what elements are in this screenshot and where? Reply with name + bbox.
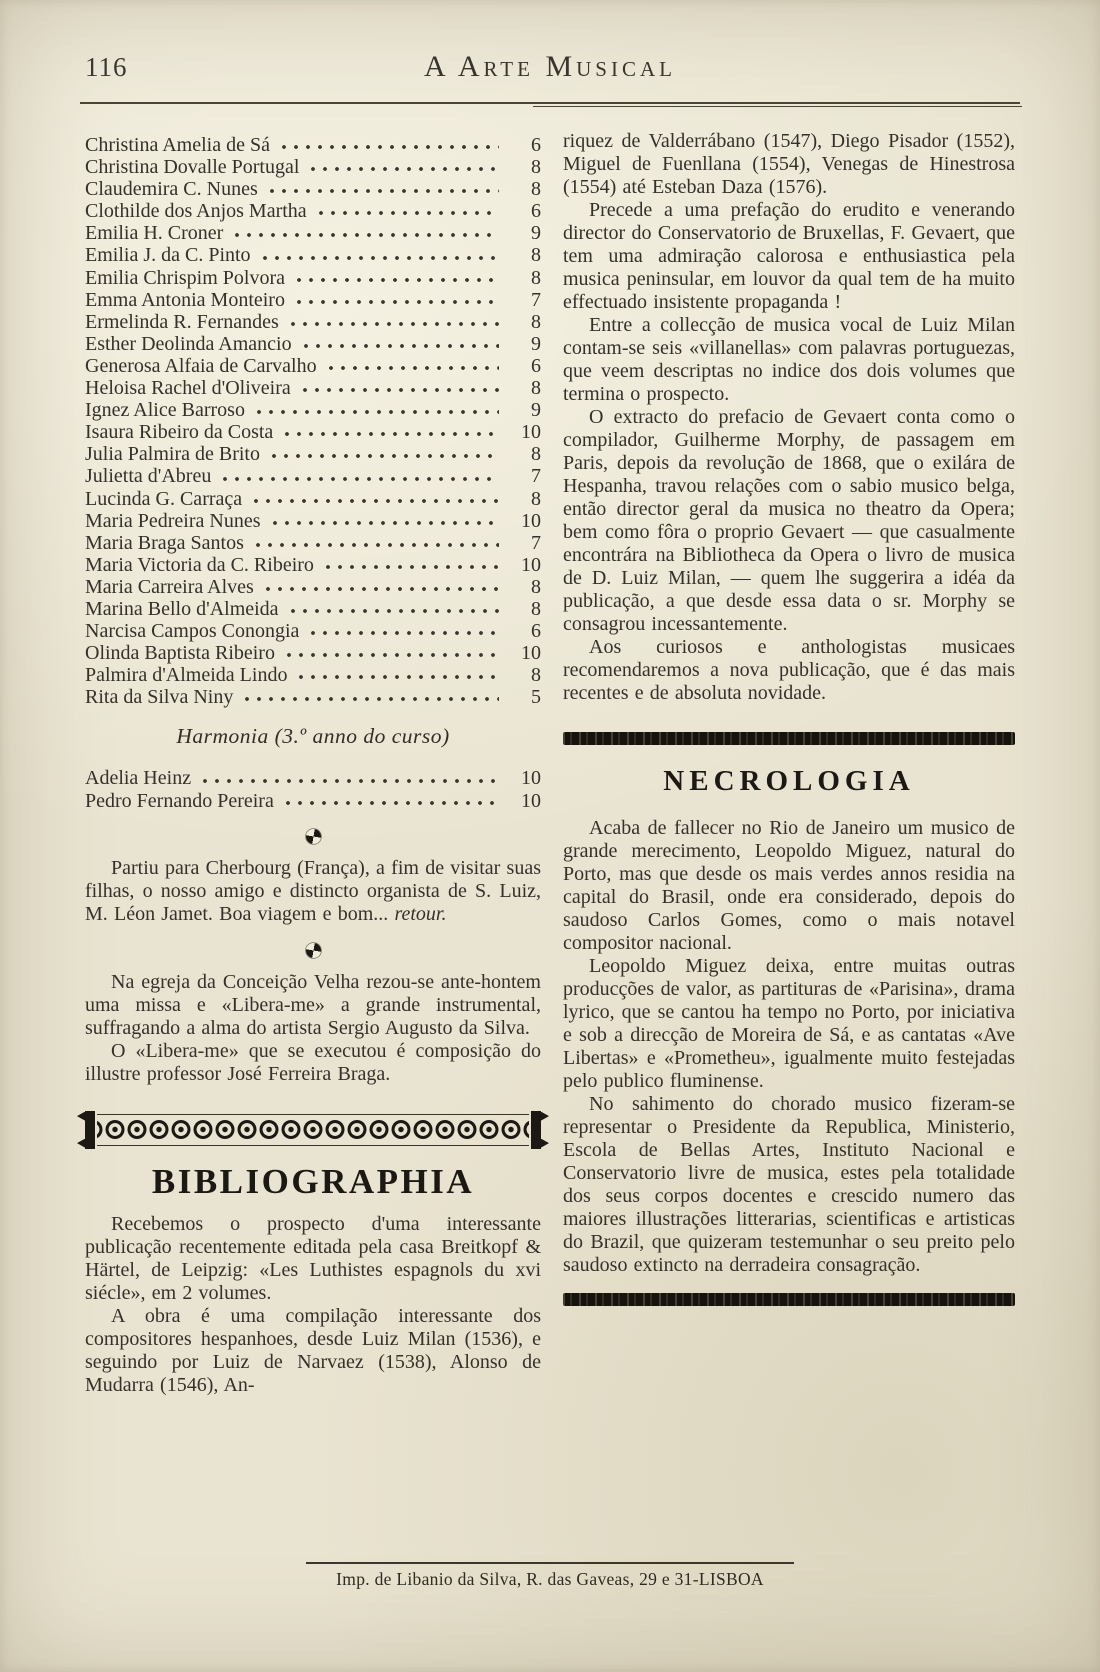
paragraph-bibliographia-3: riquez de Valderrábano (1547), Diego Pisador (1552), Miguel de Fuenllana (1554), Venegas de Hinestrosa (1554) até Esteban Daza (1576).	[563, 130, 1015, 198]
grade-row	[85, 377, 541, 399]
grade-row	[85, 642, 541, 664]
student-score: 6	[531, 354, 541, 377]
paragraph-necrologia-2: Leopoldo Miguez deixa, entre muitas outras producções de valor, as partituras de «Parisina», drama lyrico, que se cantou ha tempo no Porto, por iniciativa e sob a direcção de Moreira de Sá, e as cantatas «Ave Libertas» e «Prometheu», igualmente muito festejadas pelo publico fluminense.	[563, 955, 1015, 1092]
grade-row	[85, 510, 541, 532]
grade-row	[85, 620, 541, 642]
student-name: Julietta d'Abreu	[85, 465, 212, 488]
student-name: Julia Palmira de Brito	[85, 443, 260, 466]
student-score: 9	[531, 332, 541, 355]
student-name: Marina Bello d'Almeida	[85, 597, 279, 620]
dotted-leader	[307, 626, 499, 642]
dotted-leader	[295, 670, 499, 686]
student-name: Pedro Fernando Pereira	[85, 789, 274, 812]
student-name: Christina Dovalle Portugal	[85, 156, 300, 179]
student-score: 8	[531, 575, 541, 598]
header-rule	[80, 102, 1020, 104]
student-score: 6	[531, 620, 541, 643]
student-name: Emilia Chrispim Polvora	[85, 266, 285, 289]
grade-row	[85, 289, 541, 311]
harmonia-heading: Harmonia (3.º anno do curso)	[176, 724, 450, 749]
dotted-leader	[283, 648, 499, 664]
student-score: 7	[531, 531, 541, 554]
paragraph-liberame-2: O «Libera-me» que se executou é composição do illustre professor José Ferreira Braga.	[85, 1039, 541, 1085]
grade-row	[85, 598, 541, 620]
dotted-leader	[268, 449, 499, 465]
student-name: Heloisa Rachel d'Oliveira	[85, 377, 291, 400]
student-name: Emma Antonia Monteiro	[85, 288, 285, 311]
student-name: Christina Amelia de Sá	[85, 134, 270, 156]
grade-row	[85, 554, 541, 576]
student-score: 10	[521, 642, 541, 665]
dotted-leader	[259, 251, 499, 267]
paragraph-necrologia-3: No sahimento do chorado musico fizeram-se representar o Presidente da Republica, Ministerio, Escola de Bellas Artes, Instituto Nacional e Conservatorio livre de musica, estes pela totalidade dos seus corpos docentes e crescido numero das maiores illustrações litterarias, scientificas e artisticas do Brazil, que quizeram testemunhar o seu preito pelo saudoso extincto na derradeira consagração.	[563, 1093, 1015, 1276]
grade-row	[85, 686, 541, 708]
printer-imprint: Imp. de Libanio da Silva, R. das Gaveas, 29 e 31-LISBOA	[306, 1562, 794, 1590]
page-footer	[0, 1562, 1100, 1590]
masthead-title: A Arte Musical	[424, 50, 676, 83]
chain-circles-icon	[97, 1114, 529, 1146]
dotted-leader	[231, 228, 499, 244]
pinwheel-fleuron-icon	[304, 827, 321, 844]
student-score: 9	[531, 222, 541, 245]
student-name: Maria Carreira Alves	[85, 575, 254, 598]
section-divider-bar	[563, 1293, 1015, 1306]
student-name: Esther Deolinda Amancio	[85, 332, 292, 355]
left-column	[85, 130, 541, 1397]
grade-row	[85, 488, 541, 510]
paragraph-bibliographia-4: Precede a uma prefação do erudito e venerando director do Conservatorio de Bruxellas, F. Gevaert, que tem uma admiração calorosa e enthusiastica pela musica peninsular, em louvor da qual tem de ha muito effectuado insistente propaganda !	[563, 199, 1015, 313]
dotted-leader	[262, 582, 499, 598]
grade-row	[85, 790, 541, 812]
grade-row	[85, 532, 541, 554]
paragraph-bibliographia-2: A obra é uma compilação interessante dos compositores hespanhoes, desde Luiz Milan (1536), e seguindo por Luiz de Narvaez (1538), Alonso de Mudarra (1546), An-	[85, 1304, 541, 1396]
grade-row	[85, 465, 541, 487]
student-name: Olinda Baptista Ribeiro	[85, 642, 275, 665]
paragraph-liberame-1: Na egreja da Conceição Velha rezou-se ante-hontem uma missa e «Libera-me» a grande instrumental, suffragando a alma do artista Sergio Augusto da Silva.	[85, 970, 541, 1039]
dotted-leader	[278, 140, 499, 156]
student-score: 8	[531, 178, 541, 201]
dotted-leader	[281, 427, 499, 443]
student-score: 8	[531, 266, 541, 289]
dotted-leader	[322, 560, 499, 576]
student-score: 8	[531, 487, 541, 510]
student-score: 10	[521, 509, 541, 532]
dotted-leader	[287, 604, 499, 620]
grade-row	[85, 664, 541, 686]
grade-row	[85, 421, 541, 443]
pinwheel-fleuron-icon	[304, 941, 321, 958]
dotted-leader	[219, 472, 499, 488]
page-header	[0, 0, 1100, 92]
dotted-leader	[300, 339, 499, 355]
student-name: Claudemira C. Nunes	[85, 178, 258, 201]
student-name: Ignez Alice Barroso	[85, 399, 245, 422]
paragraph-necrologia-1: Acaba de fallecer no Rio de Janeiro um musico de grande merecimento, Leopoldo Miguez, natural do Porto, mas que desde os mais verdes annos residia na capital do Brasil, onde era considerado, depois do saudoso Carlos Gomes, como o mais notavel compositor nacional.	[563, 817, 1015, 954]
paragraph-bibliographia-1: Recebemos o prospecto d'uma interessante publicação recentemente editada pela casa Breitkopf & Härtel, de Leipzig: «Les Luthistes espagnols du xvi siécle», em 2 volumes.	[85, 1212, 541, 1304]
student-score: 10	[521, 789, 541, 812]
grade-row	[85, 355, 541, 377]
paragraph-bibliographia-7: Aos curiosos e anthologistas musicaes recomendaremos a nova publicação, que é das mais recentes e de absoluta novidade.	[563, 636, 1015, 704]
student-name: Generosa Alfaia de Carvalho	[85, 354, 317, 377]
grade-row	[85, 156, 541, 178]
grade-row	[85, 333, 541, 355]
student-score: 8	[531, 377, 541, 400]
dotted-leader	[269, 516, 500, 532]
bibliographia-heading: BIBLIOGRAPHIA	[151, 1161, 475, 1201]
student-name: Emilia J. da C. Pinto	[85, 244, 251, 267]
student-score: 8	[531, 443, 541, 466]
paragraph-text: Partiu para Cherbourg (França), a fim de visitar suas filhas, o nosso amigo e distincto organista de S. Luiz, M. Léon Jamet. Boa viagem e bom...	[85, 856, 541, 925]
student-name: Narcisa Campos Conongia	[85, 620, 300, 643]
student-name: Maria Pedreira Nunes	[85, 509, 261, 532]
student-score: 7	[531, 288, 541, 311]
student-score: 6	[531, 134, 541, 156]
necrologia-heading: NECROLOGIA	[663, 765, 915, 797]
dotted-leader	[266, 184, 499, 200]
section-divider-bar	[563, 732, 1015, 745]
student-score: 10	[521, 767, 541, 790]
right-column	[563, 130, 1015, 1306]
student-score: 8	[531, 597, 541, 620]
student-name: Isaura Ribeiro da Costa	[85, 421, 274, 444]
dotted-leader	[252, 538, 499, 554]
dotted-leader	[253, 405, 499, 421]
grades-list	[85, 134, 541, 708]
student-score: 8	[531, 310, 541, 333]
dotted-leader	[299, 383, 499, 399]
grade-row	[85, 267, 541, 289]
student-name: Rita da Silva Niny	[85, 686, 234, 709]
student-score: 10	[521, 553, 541, 576]
grade-row	[85, 443, 541, 465]
grade-row	[85, 311, 541, 333]
student-score: 6	[531, 200, 541, 223]
dotted-leader	[282, 796, 499, 812]
paragraph-jamet	[85, 857, 541, 926]
dotted-leader	[293, 295, 499, 311]
harmonia-list	[85, 767, 541, 811]
grade-row	[85, 178, 541, 200]
student-name: Emilia H. Croner	[85, 222, 224, 245]
dotted-leader	[250, 494, 499, 510]
italic-word: retour.	[394, 902, 447, 925]
dotted-leader	[315, 206, 499, 222]
student-name: Maria Victoria da C. Ribeiro	[85, 553, 314, 576]
student-score: 10	[521, 421, 541, 444]
page-columns	[0, 104, 1100, 1397]
student-score: 8	[531, 156, 541, 179]
dotted-leader	[307, 162, 499, 178]
dotted-leader	[241, 692, 499, 708]
paragraph-bibliographia-5: Entre a collecção de musica vocal de Luiz Milan contam-se seis «villanellas» com palavras portuguezas, que veem descriptas no indice dos dois volumes que termina o prospecto.	[563, 314, 1015, 405]
dotted-leader	[199, 774, 499, 790]
student-name: Palmira d'Almeida Lindo	[85, 664, 288, 687]
student-score: 7	[531, 465, 541, 488]
paragraph-bibliographia-6: O extracto do prefacio de Gevaert conta como o compilador, Guilherme Morphy, de passagem em Paris, depois da revolução de 1868, que o exilára de Hespanha, travou relações com o sabio musico belga, então director geral da musica no theatro da Opera; bem como fôra o proprio Gevaert — que casualmente encontrára na Bibliotheca da Opera o livro de musica de D. Luiz Milan, — quem lhe suggerira a idéa da publicação, a que desde essa data o sr. Morphy se consagrou incessantemente.	[563, 406, 1015, 635]
student-score: 8	[531, 664, 541, 687]
dotted-leader	[293, 273, 499, 289]
grade-row	[85, 200, 541, 222]
student-name: Lucinda G. Carraça	[85, 487, 243, 510]
page-number: 116	[85, 52, 128, 82]
grade-row	[85, 134, 541, 156]
student-name: Maria Braga Santos	[85, 531, 244, 554]
student-name: Adelia Heinz	[85, 767, 192, 790]
dotted-leader	[287, 317, 499, 333]
student-score: 9	[531, 399, 541, 422]
grade-row	[85, 244, 541, 266]
grade-row	[85, 767, 541, 789]
grade-row	[85, 222, 541, 244]
grade-row	[85, 576, 541, 598]
chain-end-left-icon	[85, 1111, 95, 1149]
grade-row	[85, 399, 541, 421]
chain-border-ornament	[85, 1110, 541, 1150]
student-score: 8	[531, 244, 541, 267]
chain-end-right-icon	[531, 1111, 541, 1149]
student-name: Ermelinda R. Fernandes	[85, 310, 279, 333]
student-score: 5	[531, 686, 541, 709]
dotted-leader	[325, 361, 499, 377]
student-name: Clothilde dos Anjos Martha	[85, 200, 307, 223]
